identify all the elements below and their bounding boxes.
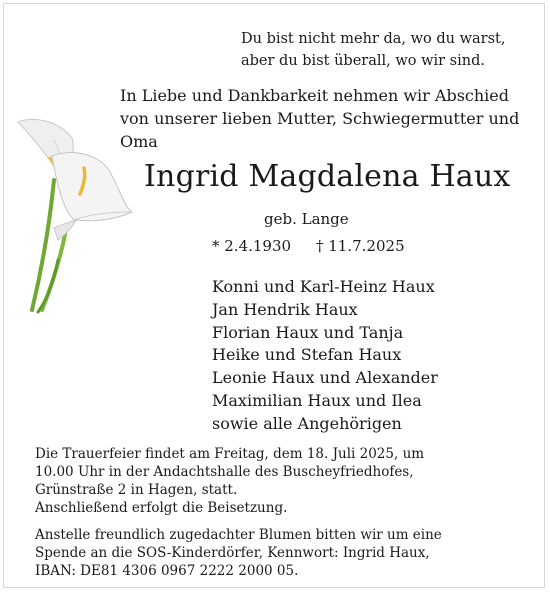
donation-line: Spende an die SOS-Kinderdörfer, Kennwort: Ingrid Haux, bbox=[35, 545, 430, 561]
calla-lily-icon bbox=[14, 110, 139, 320]
intro-text bbox=[120, 84, 530, 153]
mourner-line: Maximilian Haux und Ilea bbox=[212, 390, 422, 410]
intro-line: Oma bbox=[120, 132, 158, 151]
birth-date: * 2.4.1930 bbox=[212, 237, 292, 255]
mourner-line: Heike und Stefan Haux bbox=[212, 345, 402, 365]
motto-line: Du bist nicht mehr da, wo du warst, bbox=[241, 31, 506, 47]
mourners-list bbox=[212, 276, 542, 436]
death-date: † 11.7.2025 bbox=[316, 237, 405, 255]
life-dates bbox=[212, 236, 512, 256]
mourner-line: Florian Haux und Tanja bbox=[212, 322, 404, 342]
motto-quote bbox=[241, 28, 541, 72]
service-line: Grünstraße 2 in Hagen, statt. bbox=[35, 482, 238, 498]
mourner-line: Konni und Karl-Heinz Haux bbox=[212, 277, 435, 296]
mourner-line: Leonie Haux und Alexander bbox=[212, 368, 438, 388]
service-line: Die Trauerfeier findet am Freitag, dem 18. Juli 2025, um bbox=[35, 446, 425, 462]
service-info bbox=[35, 445, 535, 517]
intro-line: von unserer lieben Mutter, Schwiegermutter und bbox=[120, 109, 520, 128]
maiden-name: geb. Lange bbox=[264, 210, 349, 228]
motto-line: aber du bist überall, wo wir sind. bbox=[241, 53, 485, 69]
mourner-line: Jan Hendrik Haux bbox=[212, 299, 358, 319]
service-line: 10.00 Uhr in der Andachtshalle des Buscheyfriedhofes, bbox=[35, 464, 414, 480]
service-line: Anschließend erfolgt die Beisetzung. bbox=[35, 500, 288, 516]
donation-info bbox=[35, 526, 535, 580]
donation-line: Anstelle freundlich zugedachter Blumen bitten wir um eine bbox=[35, 527, 442, 543]
mourner-line: sowie alle Angehörigen bbox=[212, 413, 402, 433]
intro-line: In Liebe und Dankbarkeit nehmen wir Abschied bbox=[120, 86, 510, 105]
deceased-name: Ingrid Magdalena Haux bbox=[144, 159, 511, 194]
donation-line: IBAN: DE81 4306 0967 2222 2000 05. bbox=[35, 563, 299, 579]
